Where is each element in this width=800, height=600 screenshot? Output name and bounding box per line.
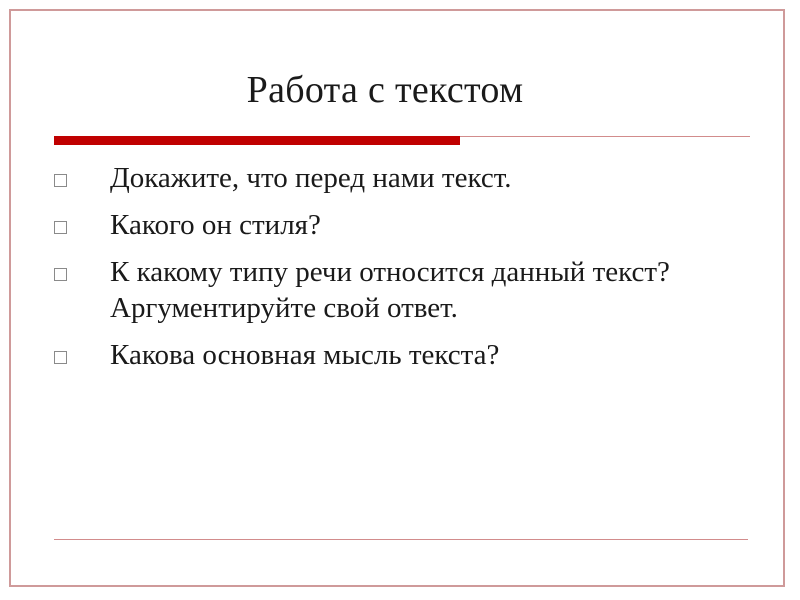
bullet-text: Какого он стиля? [110,209,321,241]
square-bullet-icon [54,174,67,187]
slide-title: Работа с текстом [246,69,524,111]
bullet-item [54,337,734,373]
title-underline-accent [54,136,460,145]
bullet-list [54,160,734,384]
bullet-item [54,207,734,243]
square-bullet-icon [54,268,67,281]
title-underline-thin [460,136,750,137]
bullet-item [54,254,734,326]
square-bullet-icon [54,221,67,234]
square-bullet-icon [54,351,67,364]
bullet-text: Докажите, что перед нами текст. [110,162,512,194]
footer-rule [54,539,748,540]
bullet-text: К какому типу речи относится данный текст? Аргументируйте свой ответ. [110,256,670,324]
bullet-text: Какова основная мысль текста? [110,339,500,371]
bullet-item [54,160,734,196]
